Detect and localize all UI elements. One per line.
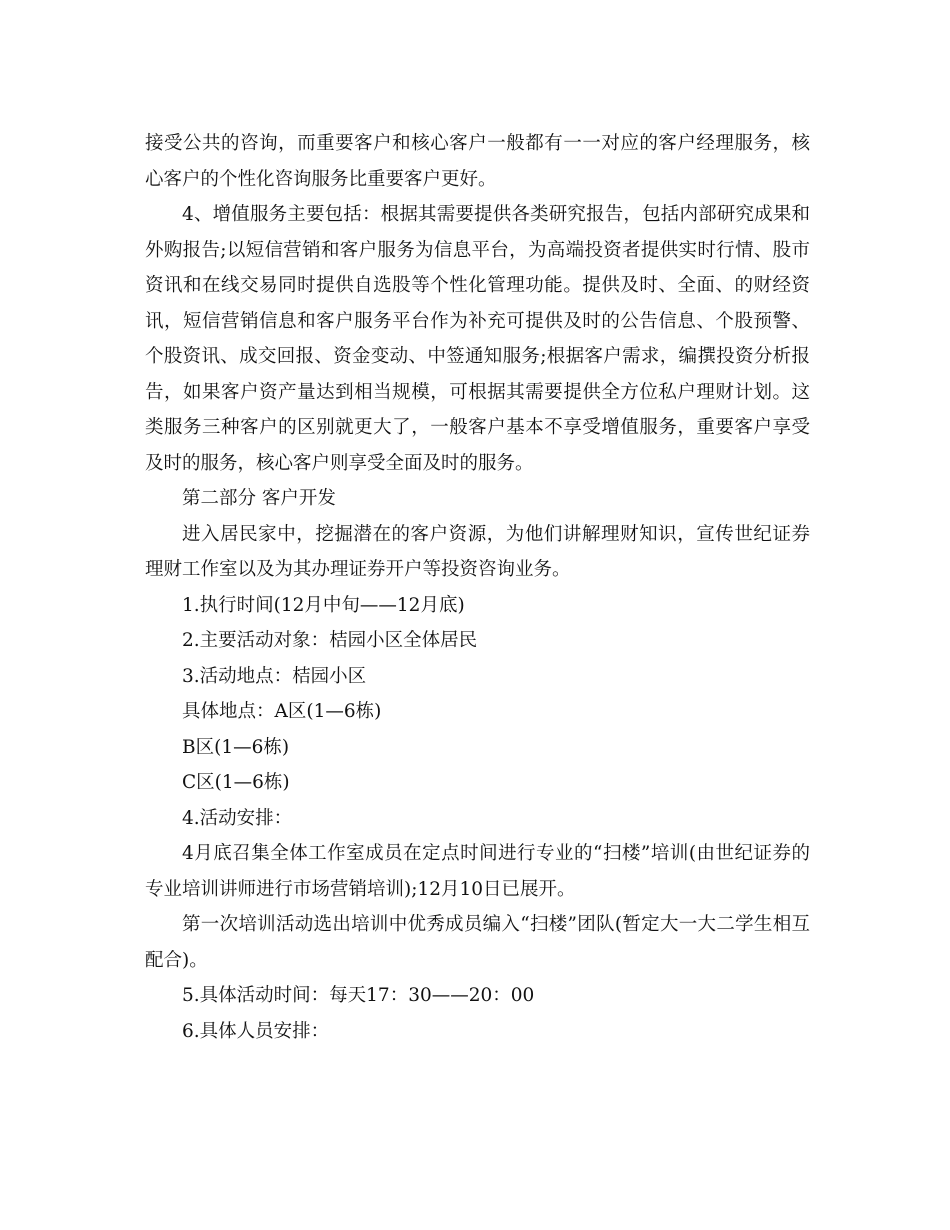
list-item-arrangement: 4.活动安排：	[182, 807, 293, 829]
list-item-execution-time: 1.执行时间(12月中旬——12月底)	[182, 594, 465, 616]
list-item-target-audience: 2.主要活动对象：桔园小区全体居民	[182, 630, 478, 651]
list-item-location: 3.活动地点：桔园小区	[182, 665, 367, 687]
paragraph-team-selection: 第一次培训活动选出培训中优秀成员编入“扫楼”团队(暂定大一大二学生相互配合)。	[145, 914, 810, 971]
paragraph-development-overview: 进入居民家中，挖掘潜在的客户资源，为他们讲解理财知识，宣传世纪证券理财工作室以及为其办理证券开户等投资咨询业务。	[145, 523, 810, 580]
location-detail-b: B区(1—6栋)	[182, 736, 290, 758]
list-item-activity-time: 5.具体活动时间：每天17：30——20：00	[182, 985, 535, 1006]
list-item-staff-arrangement: 6.具体人员安排：	[182, 1020, 330, 1042]
location-detail-c: C区(1—6栋)	[182, 772, 290, 793]
section-heading-customer-development: 第二部分 客户开发	[182, 488, 336, 509]
paragraph-intro-continuation: 接受公共的咨询，而重要客户和核心客户一般都有一一对应的客户经理服务，核心客户的个性化咨询服务比重要客户更好。	[145, 133, 810, 190]
document-body	[145, 126, 810, 1049]
location-detail-a: 具体地点：A区(1—6栋)	[182, 701, 382, 722]
paragraph-training-schedule: 4月底召集全体工作室成员在定点时间进行专业的“扫楼”培训(由世纪证券的专业培训讲师进行市场营销培训);12月10日已展开。	[145, 843, 810, 900]
paragraph-value-added-services: 4、增值服务主要包括：根据其需要提供各类研究报告，包括内部研究成果和外购报告;以短信营销和客户服务为信息平台，为高端投资者提供实时行情、股市资讯和在线交易同时提供自选股等个性化管理功能。提供及时、全面、的财经资讯，短信营销信息和客户服务平台作为补充可提供及时的公告信息、个股预警、个股资讯、成交回报、资金变动、中签通知服务;根据客户需求，编撰投资分析报告，如果客户资产量达到相当规模，可根据其需要提供全方位私户理财计划。这类服务三种客户的区别就更大了，一般客户基本不享受增值服务，重要客户享受及时的服务，核心客户则享受全面及时的服务。	[145, 204, 810, 474]
